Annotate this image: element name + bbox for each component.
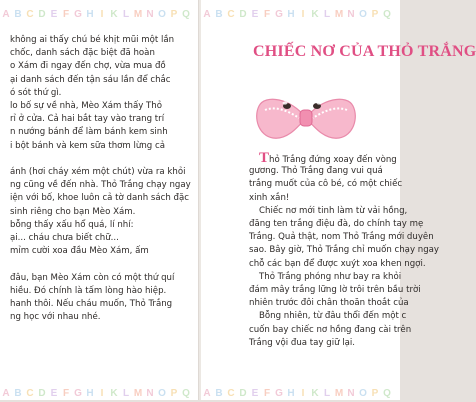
- decorative-letter: H: [86, 9, 94, 20]
- text-line: ánh (hơi cháy xém một chút) vừa ra khỏi: [10, 167, 186, 177]
- text-line: xinh xắn!: [249, 192, 290, 203]
- decorative-letter: I: [100, 388, 104, 399]
- text-line: Trắng vội đua tay giữ lại.: [249, 337, 356, 348]
- decorative-letter: P: [371, 9, 379, 20]
- decorative-letter: Q: [182, 388, 190, 399]
- decorative-letter: P: [170, 388, 178, 399]
- decorative-letter: F: [263, 9, 271, 20]
- text-line: đâu, bạn Mèo Xám còn có một thứ quí: [10, 272, 175, 283]
- decorative-letter: G: [74, 9, 82, 20]
- text-line: Bỗng nhiên, từ đâu thổi đến một c: [259, 311, 407, 322]
- text-line: sinh riêng cho bạn Mèo Xám.: [10, 206, 136, 217]
- decorative-letter: C: [26, 9, 34, 20]
- decorative-letter: C: [26, 388, 34, 399]
- right-page-text: [201, 0, 440, 400]
- text-line: n nướng bánh để làm bánh kem sinh: [10, 127, 168, 138]
- text-line: i bột bánh và kem sữa thơm lừng cả: [10, 140, 165, 151]
- decorative-letter-strip-bottom: [201, 381, 400, 397]
- decorative-letter: N: [347, 388, 355, 399]
- decorative-letter: O: [359, 9, 367, 20]
- decorative-letter: G: [275, 388, 283, 399]
- text-line: bỗng thấy xấu hổ quá, lí nhí:: [10, 219, 134, 230]
- decorative-letter: E: [251, 9, 259, 20]
- decorative-letter: K: [311, 388, 319, 399]
- decorative-letter: B: [215, 388, 223, 399]
- decorative-letter: H: [287, 388, 295, 399]
- text-line: không ai thấy chú bé khịt mũi một lần: [10, 35, 175, 45]
- text-line: [259, 152, 445, 166]
- decorative-letter: D: [38, 388, 46, 399]
- left-page-text: [0, 0, 199, 400]
- decorative-letter: G: [275, 9, 283, 20]
- text-line: sao. Bây giờ, Thỏ Trắng chỉ muốn chạy ngay: [249, 245, 440, 256]
- right-page: [201, 0, 476, 400]
- left-page: [0, 0, 199, 400]
- text-line: cuốn bay chiếc nơ hồng đang cài trên: [249, 324, 412, 335]
- decorative-letter: K: [110, 9, 118, 20]
- decorative-letter: Q: [182, 9, 190, 20]
- decorative-letter: M: [334, 388, 344, 399]
- decorative-letter: H: [86, 388, 94, 399]
- decorative-letter: C: [227, 388, 235, 399]
- decorative-letter: C: [227, 9, 235, 20]
- decorative-letter: F: [263, 388, 271, 399]
- decorative-letter: H: [287, 9, 295, 20]
- decorative-letter: F: [62, 388, 70, 399]
- decorative-letter: A: [203, 9, 211, 20]
- text-line: lo bố sự về nhà, Mèo Xám thấy Thỏ: [10, 101, 163, 111]
- decorative-letter: Q: [383, 9, 391, 20]
- decorative-letter: F: [62, 9, 70, 20]
- decorative-letter: L: [323, 9, 331, 20]
- decorative-letter: M: [334, 9, 344, 20]
- text-line: o Xám đi ngay đến chợ, vừa mua đồ: [10, 61, 166, 72]
- decorative-letter: B: [14, 388, 22, 399]
- text-line: ại danh sách đến tận sáu lần để chắc: [10, 74, 171, 85]
- text-line: chỗ các bạn để được xuýt xoa khen ngợi.: [249, 258, 426, 269]
- drop-cap: T: [259, 150, 270, 166]
- decorative-letter: P: [371, 388, 379, 399]
- decorative-letter: M: [133, 388, 143, 399]
- decorative-letter: K: [110, 388, 118, 399]
- decorative-letter: D: [239, 388, 247, 399]
- decorative-letter: I: [301, 388, 305, 399]
- decorative-letter: P: [170, 9, 178, 20]
- decorative-letter: O: [158, 9, 166, 20]
- decorative-letter: I: [301, 9, 305, 20]
- decorative-letter: E: [50, 388, 58, 399]
- chapter-title: CHIẾC NƠ CỦA THỎ TRẮNG: [253, 43, 476, 60]
- text-line: mỉm cười xoa đầu Mèo Xám, ấm: [10, 246, 149, 257]
- text-line-rest: hỏ Trắng đứng xoay đến vòng: [269, 155, 397, 165]
- text-line: trắng muốt của cô bé, có một chiếc: [249, 179, 403, 190]
- text-line: Thỏ Trắng phóng như bay ra khỏi: [259, 271, 402, 282]
- text-line: ng cũng về đến nhà. Thỏ Trắng chạy ngay: [10, 180, 191, 191]
- text-line: rỉ ở cửa. Cả hai bắt tay vào trang trí: [10, 114, 165, 125]
- decorative-letter: M: [133, 9, 143, 20]
- decorative-letter: O: [359, 388, 367, 399]
- decorative-letter: L: [122, 9, 130, 20]
- text-line: đăng ten trắng điệu đà, do chính tay mẹ: [249, 219, 424, 229]
- decorative-letter: I: [100, 9, 104, 20]
- text-line: ng học với nhau nhé.: [10, 312, 101, 323]
- decorative-letter: A: [2, 9, 10, 20]
- decorative-letter: D: [239, 9, 247, 20]
- decorative-letter-strip-bottom: [0, 381, 199, 397]
- text-line: chốc, danh sách đặc biệt đã hoàn: [10, 48, 155, 59]
- decorative-letter: A: [2, 388, 10, 399]
- text-line: gương. Thỏ Trắng đang vui quá: [249, 166, 383, 177]
- decorative-letter: Q: [383, 388, 391, 399]
- decorative-letter: O: [158, 388, 166, 399]
- text-line: ó sót thứ gì.: [10, 87, 62, 98]
- text-line: Chiếc nơ mới tinh làm từ vải hồng,: [259, 205, 408, 216]
- text-line: đám mây trắng lững lờ trôi trên bầu trời: [249, 285, 421, 295]
- decorative-letter: A: [203, 388, 211, 399]
- decorative-letter: B: [215, 9, 223, 20]
- text-line: hanh thôi. Nếu cháu muốn, Thỏ Trắng: [10, 299, 173, 309]
- text-line: nhiên trước đôi chân thoăn thoắt của: [249, 298, 409, 309]
- decorative-letter: N: [347, 9, 355, 20]
- text-line: Trắng. Quả thật, nom Thỏ Trắng mới duyên: [249, 232, 434, 243]
- text-line: hiều. Đó chính là tấm lòng hào hiệp.: [10, 285, 167, 296]
- decorative-letter: L: [323, 388, 331, 399]
- text-line: iện với bố, khoe luôn cả tờ danh sách đặc: [10, 193, 189, 204]
- decorative-letter: D: [38, 9, 46, 20]
- decorative-letter: N: [146, 388, 154, 399]
- decorative-letter: B: [14, 9, 22, 20]
- decorative-letter: E: [251, 388, 259, 399]
- decorative-letter: K: [311, 9, 319, 20]
- decorative-letter: G: [74, 388, 82, 399]
- decorative-letter: L: [122, 388, 130, 399]
- decorative-letter: N: [146, 9, 154, 20]
- decorative-letter: E: [50, 9, 58, 20]
- text-line: ại... cháu chưa biết chữ...: [10, 233, 119, 243]
